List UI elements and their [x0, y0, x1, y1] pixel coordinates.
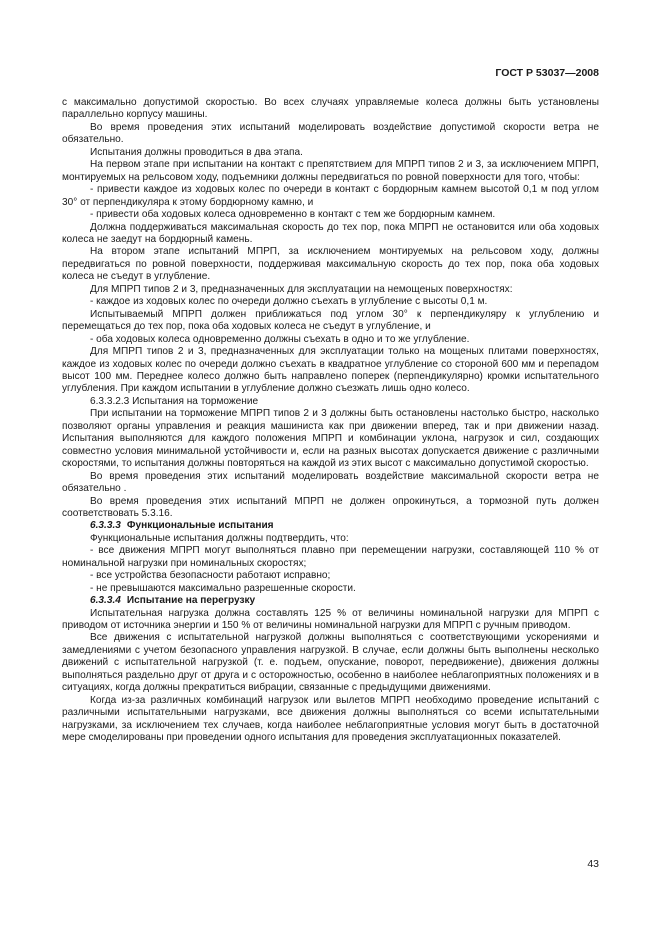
- body-text: [62, 97, 599, 745]
- paragraph: - привести каждое из ходовых колес по очереди в контакт с бордюрным камнем высотой 0,1 м под углом 30° от перпендикуляра к этому бордюрному камню, и: [62, 184, 599, 208]
- paragraph: - оба ходовых колеса одновременно должны съехать в одно и то же углубление.: [90, 333, 470, 345]
- section-title: Испытание на перегрузку: [126, 595, 256, 607]
- paragraph: Испытания должны проводиться в два этапа.: [90, 146, 303, 158]
- paragraph: Функциональные испытания должны подтвердить, что:: [90, 532, 349, 544]
- section-title: Функциональные испытания: [126, 520, 274, 532]
- section-heading: [62, 595, 599, 607]
- paragraph: На втором этапе испытаний МПРП, за исключением монтируемых на рельсовом ходу, должны передвигаться по ровной поверхности, поддерживая максимальную скорость до тех пор, пока оба ходовых колеса не съедут в углубление.: [62, 246, 599, 283]
- page-number: 43: [587, 858, 599, 870]
- paragraph: Должна поддерживаться максимальная скорость до тех пор, пока МПРП не остановится или оба ходовых колеса не заедут на бордюрный камень.: [62, 221, 599, 245]
- paragraph: Все движения с испытательной нагрузкой должны выполняться с соответствующими ускорениями и замедлениями с учетом безопасного управления нагрузкой. В случае, если должны быть выполнены несколько движений с испытательной нагрузкой (т. е. подъем, опускание, поворот, передвижение), движения должны выполняться раздельно друг от друга и с осторожностью, особенно в наиболее неблагоприятных положениях и в ситуациях, когда должны прекратиться вибрации, связанные с предыдущими движениями.: [62, 632, 599, 694]
- section-heading: [62, 520, 599, 532]
- paragraph: Испытываемый МПРП должен приближаться под углом 30° к перпендикуляру к углублению и перемещаться до тех пор, пока оба ходовых колеса не съедут в углубление, и: [62, 308, 599, 333]
- paragraph: - каждое из ходовых колес по очереди должно съехать в углубление с высоты 0,1 м.: [90, 296, 488, 308]
- section-number: 6.3.3.4: [90, 595, 121, 607]
- paragraph: Во время проведения этих испытаний МПРП не должен опрокинуться, а тормозной путь должен соответствовать 5.3.16.: [62, 495, 599, 519]
- paragraph: - все устройства безопасности работают исправно;: [90, 570, 331, 582]
- paragraph: Для МПРП типов 2 и 3, предназначенных для эксплуатации на немощеных поверхностях:: [90, 283, 513, 295]
- paragraph: Испытательная нагрузка должна составлять 125 % от величины номинальной нагрузки для МПРП с приводом от источника энергии и 150 % от величины номинальной нагрузки для МПРП с ручным приводом.: [62, 607, 599, 632]
- paragraph: Для МПРП типов 2 и 3, предназначенных для эксплуатации только на мощеных плитами поверхностях, каждое из ходовых колес по очереди должно съехать в квадратное углубление со стороной 600 мм и перепадом высот 100 мм. Переднее колесо должно быть направлено поперек (перпендикулярно) кромки испытательного углубления. При каждом испытании в углубление должно съезжать лишь одно колесо.: [62, 346, 599, 395]
- document-id-header: ГОСТ Р 53037—2008: [495, 67, 599, 79]
- paragraph: Во время проведения этих испытаний моделировать воздействие максимальной скорости ветра не обязательно .: [62, 470, 599, 495]
- paragraph: При испытании на торможение МПРП типов 2 и 3 должны быть остановлены настолько быстро, насколько позволяют органы управления и реакция машиниста как при движении вперед, так и при движении назад. Испытания выполняются для каждого положения МПРП и комбинации уклона, нагрузок и сил, создающих совместно условия минимальной устойчивости и, если на разных высотах допускается движение с различными скоростями, то испытания должны повторяться на каждой из этих высот с максимально допустимой скоростью.: [62, 408, 599, 470]
- paragraph: - все движения МПРП могут выполняться плавно при перемещении нагрузки, составляющей 110 % от номинальной нагрузки при номинальных скоростях;: [62, 545, 599, 569]
- paragraph: Когда из-за различных комбинаций нагрузок или вылетов МПРП необходимо проведение испытаний с различными испытательными нагрузками, все движения должны выполняться со всеми испытательными нагрузками, за исключением тех случаев, когда наиболее неблагоприятные условия могут быть в достаточной мере смоделированы при проведении одного испытания для проведения эксплуатационных показателей.: [62, 694, 599, 744]
- paragraph: с максимально допустимой скоростью. Во всех случаях управляемые колеса должны быть установлены параллельно корпусу машины.: [62, 97, 599, 121]
- paragraph: 6.3.3.2.3 Испытания на торможение: [90, 395, 259, 407]
- paragraph: На первом этапе при испытании на контакт с препятствием для МПРП типов 2 и 3, за исключением МПРП, монтируемых на рельсовом ходу, подъемники должны передвигаться по ровной поверхности для того, чтобы:: [62, 159, 599, 183]
- paragraph: Во время проведения этих испытаний моделировать воздействие допустимой скорости ветра не обязательно.: [62, 121, 599, 146]
- section-number: 6.3.3.3: [90, 520, 121, 532]
- paragraph: - не превышаются максимально разрешенные скорости.: [90, 582, 356, 594]
- paragraph: - привести оба ходовых колеса одновременно в контакт с тем же бордюрным камнем.: [90, 209, 496, 221]
